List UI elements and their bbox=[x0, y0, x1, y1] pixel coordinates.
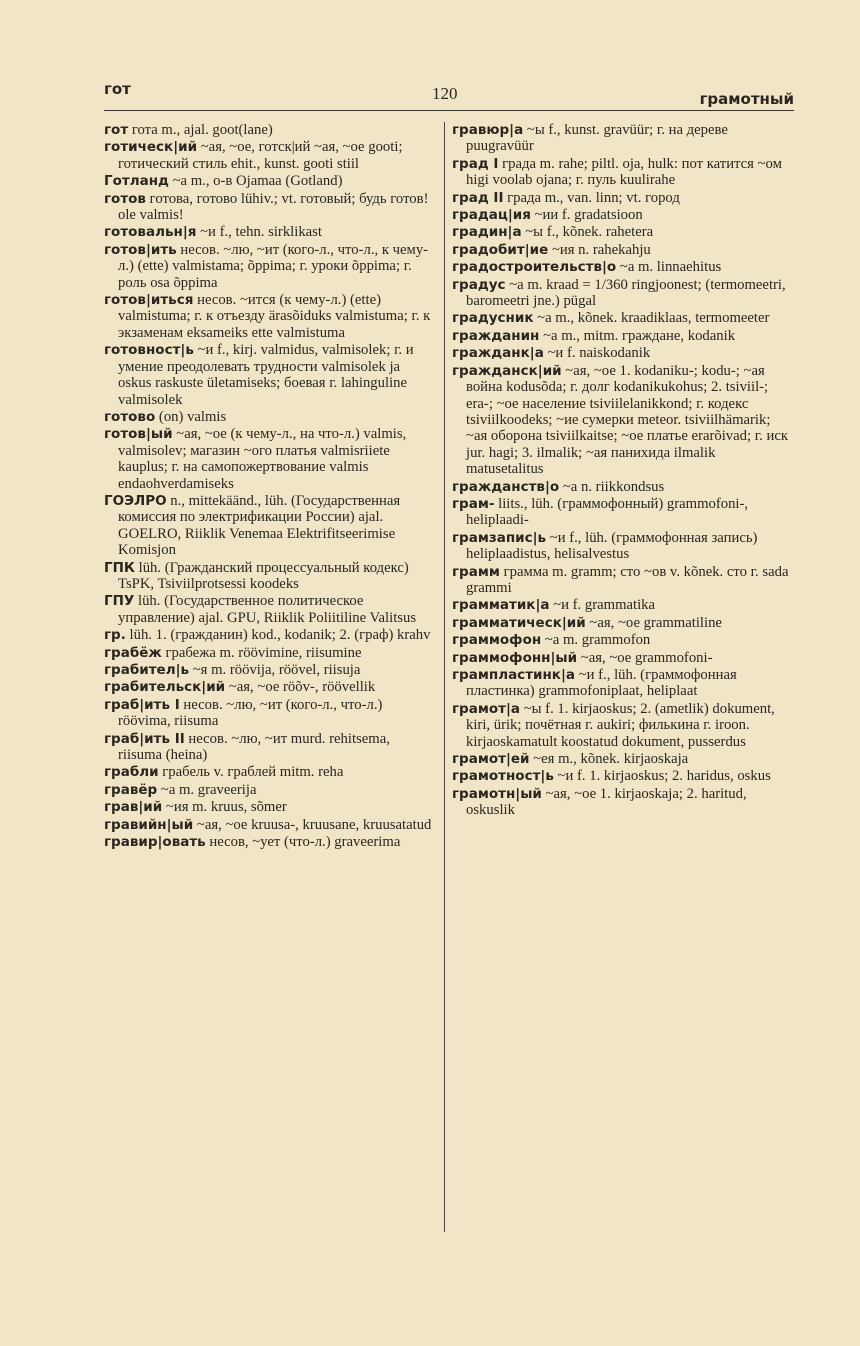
entry-definition: (on) valmis bbox=[155, 408, 227, 425]
entry-definition: ~а m. linnaehitus bbox=[616, 259, 722, 276]
entry-definition: грабежа m. röövimine, riisumine bbox=[161, 644, 362, 661]
entry-definition: града m., van. linn; vt. город bbox=[503, 189, 680, 206]
dictionary-entry bbox=[452, 224, 792, 240]
dictionary-entry bbox=[452, 259, 792, 275]
entry-definition: ~а m. kraad = 1/360 ringjoonest; (termomeetri, baromeetri jne.) pügal bbox=[466, 276, 786, 310]
dictionary-entry bbox=[104, 426, 436, 492]
entry-definition: грамма m. gramm; сто ~ов v. kõnek. сто г. sada grammi bbox=[466, 563, 789, 596]
entry-definition: lüh. (Гражданский процессуальный кодекс) TsPK, Tsiviilprotsessi koodeks bbox=[118, 559, 409, 592]
dictionary-entry bbox=[104, 224, 436, 240]
entry-definition: ~ии f. gradatsioon bbox=[530, 207, 643, 224]
column-divider bbox=[444, 122, 445, 1232]
entry-headword: граммофонн|ый bbox=[452, 649, 578, 666]
dictionary-entry bbox=[452, 530, 792, 563]
dictionary-entry bbox=[452, 615, 792, 631]
dictionary-entry bbox=[104, 679, 436, 695]
dictionary-entry bbox=[104, 560, 436, 593]
dictionary-entry bbox=[104, 697, 436, 730]
dictionary-entry bbox=[104, 191, 436, 224]
entry-definition: ~и f., tehn. sirklikast bbox=[196, 224, 322, 241]
dictionary-entry bbox=[452, 156, 792, 189]
entry-definition: lüh. (Государственное политическое управление) ajal. GPU, Riiklik Poliitiline Valitsus bbox=[118, 593, 417, 626]
entry-headword: грав|ий bbox=[104, 799, 163, 816]
entry-headword: ГОЭЛРО bbox=[104, 492, 167, 509]
entry-definition: ~и f. grammatika bbox=[549, 597, 656, 614]
entry-headword: грамот|ей bbox=[452, 751, 530, 768]
dictionary-entry bbox=[104, 764, 436, 780]
header-rule bbox=[104, 110, 794, 111]
dictionary-entry bbox=[104, 122, 436, 138]
entry-headword: гравёр bbox=[104, 781, 158, 798]
entry-definition: ~ы f., kõnek. rahetera bbox=[521, 224, 654, 241]
entry-definition: ~и f., kirj. valmidus, valmisolek; г. и умение преодолевать трудности valmisolek ja oskus raskuste ületamiseks; боевая г. lahinguline valmisolek bbox=[118, 342, 414, 408]
dictionary-entry bbox=[104, 292, 436, 341]
dictionary-entry bbox=[452, 751, 792, 767]
dictionary-entry bbox=[104, 782, 436, 798]
dictionary-entry bbox=[104, 662, 436, 678]
entry-headword: готовальн|я bbox=[104, 224, 197, 241]
entry-definition: ~а m., mitm. граждане, kodanik bbox=[539, 327, 736, 344]
dictionary-entry bbox=[104, 627, 436, 643]
entry-headword: грабительск|ий bbox=[104, 679, 226, 696]
entry-headword: готовност|ь bbox=[104, 342, 194, 359]
entry-definition: ~а m. graveerija bbox=[157, 781, 257, 798]
entry-headword: грабител|ь bbox=[104, 662, 190, 678]
entry-headword: граб|ить I bbox=[104, 696, 180, 713]
dictionary-entry bbox=[452, 277, 792, 310]
dictionary-entry bbox=[104, 817, 436, 833]
entry-definition: ~ая, ~ое (к чему-л., на что-л.) valmis, valmisolev; магазин ~ого платья valmisriiete kauplus; г. на самопожертвование valmis endaohverdamiseks bbox=[118, 426, 407, 492]
header-right-word: грамотный bbox=[699, 90, 794, 108]
entry-definition: несов. ~лю, ~ит murd. rehitsema, riisuma (heina) bbox=[118, 730, 390, 764]
dictionary-entry bbox=[452, 632, 792, 648]
entry-headword: градобит|ие bbox=[452, 241, 549, 258]
dictionary-entry bbox=[104, 731, 436, 764]
entry-headword: градус bbox=[452, 276, 506, 293]
entry-headword: грамотност|ь bbox=[452, 768, 554, 785]
entry-headword: гражданск|ий bbox=[452, 362, 562, 379]
entry-headword: ГПУ bbox=[104, 593, 135, 610]
dictionary-entry bbox=[104, 409, 436, 425]
entry-definition: несов. ~лю, ~ит (кого-л., что-л., к чему-л.) (ette) valmistama; õppima; г. уроки õppima; г. роль osa õppima bbox=[118, 241, 429, 291]
entry-definition: ~ия m. kruus, sõmer bbox=[162, 799, 287, 816]
entry-headword: гражданк|а bbox=[452, 345, 544, 362]
dictionary-entry bbox=[452, 667, 792, 700]
dictionary-entry bbox=[104, 645, 436, 661]
right-column bbox=[452, 122, 792, 820]
entry-definition: ~ая, ~ое, готск|ий ~ая, ~ое gooti; готический стиль ehit., kunst. gooti stiil bbox=[118, 139, 403, 172]
dictionary-entry bbox=[104, 799, 436, 815]
dictionary-entry bbox=[452, 479, 792, 495]
left-column bbox=[104, 122, 436, 851]
dictionary-entry bbox=[452, 768, 792, 784]
entry-headword: готово bbox=[104, 408, 156, 425]
dictionary-entry bbox=[452, 345, 792, 361]
entry-definition: n., mittekäänd., lüh. (Государственная комиссия по электрификации России) ajal. GOELRO, Riiklik Venemaa Elektrifitseerimise Komisjon bbox=[118, 492, 401, 559]
dictionary-entry bbox=[104, 173, 436, 189]
entry-headword: градусник bbox=[452, 310, 534, 327]
entry-headword: грампластинк|а bbox=[452, 667, 576, 683]
entry-headword: град II bbox=[452, 189, 504, 206]
dictionary-entry bbox=[104, 493, 436, 559]
entry-headword: град I bbox=[452, 155, 499, 172]
entry-headword: градостроительств|о bbox=[452, 259, 617, 276]
entry-definition: ~ея m., kõnek. kirjaoskaja bbox=[529, 751, 689, 768]
entry-headword: грамматическ|ий bbox=[452, 614, 586, 631]
entry-definition: ~ая, ~ое 1. kodaniku-; kodu-; ~ая война kodusõda; г. долг kodanikukohus; 2. tsiviil-; era-; ~ое население tsiviilelanikkond; г. кодекс tsiviilkoodeks; ~ие сумерки meteor. tsiviilhämarik; ~ая оборона tsiviilkaitse; ~ое платье erarõivad; г. иск jur. hagi; 3. ilmalik; ~ая панихида ilmalik matusetalitus bbox=[466, 362, 788, 478]
entry-headword: готов|ый bbox=[104, 426, 173, 443]
entry-headword: гот bbox=[104, 122, 129, 138]
dictionary-entry bbox=[452, 786, 792, 819]
entry-definition: ~ая, ~ое 1. kirjaoskaja; 2. haritud, oskuslik bbox=[466, 785, 747, 819]
entry-headword: готов bbox=[104, 190, 146, 207]
entry-headword: граб|ить II bbox=[104, 730, 185, 747]
entry-definition: несов, ~ует (что-л.) graveerima bbox=[205, 834, 401, 851]
dictionary-entry bbox=[452, 564, 792, 597]
header-left-word: гот bbox=[104, 80, 131, 98]
entry-headword: готов|ить bbox=[104, 241, 177, 258]
entry-headword: гражданств|о bbox=[452, 478, 560, 495]
dictionary-entry bbox=[104, 834, 436, 850]
entry-headword: граммофон bbox=[452, 632, 542, 649]
entry-headword: грамм bbox=[452, 563, 500, 580]
entry-definition: ~ая, ~ое grammofoni- bbox=[577, 649, 713, 666]
dictionary-entry bbox=[452, 650, 792, 666]
dictionary-entry bbox=[452, 122, 792, 155]
entry-headword: грабли bbox=[104, 764, 159, 781]
entry-headword: грамотн|ый bbox=[452, 785, 542, 802]
entry-headword: готов|иться bbox=[104, 292, 194, 309]
entry-definition: ~а m., о-в Ojamaa (Gotland) bbox=[168, 173, 343, 190]
dictionary-entry bbox=[452, 207, 792, 223]
entry-definition: ~и f. 1. kirjaoskus; 2. haridus, oskus bbox=[553, 768, 771, 785]
entry-definition: ~ая, ~ое grammatiline bbox=[585, 614, 722, 631]
dictionary-entry bbox=[452, 328, 792, 344]
entry-definition: града m. rahe; piltl. oja, hulk: пот катится ~ом higi voolab ojana; г. пуль kuulirahe bbox=[466, 155, 782, 189]
entry-definition: ~ая, ~ое röõv-, röövellik bbox=[225, 679, 376, 696]
dictionary-entry bbox=[104, 593, 436, 626]
entry-headword: грамот|а bbox=[452, 700, 521, 717]
dictionary-entry bbox=[452, 496, 792, 529]
dictionary-entry bbox=[452, 310, 792, 326]
entry-definition: ~и f., lüh. (граммофонная запись) heliplaadistus, helisalvestus bbox=[466, 529, 758, 563]
entry-headword: Готланд bbox=[104, 173, 169, 190]
dictionary-entry bbox=[452, 363, 792, 478]
entry-headword: грамматик|а bbox=[452, 597, 550, 614]
entry-definition: готова, готово lühiv.; vt. готовый; будь готов! ole valmis! bbox=[118, 190, 429, 224]
entry-definition: гота m., ajal. goot(lane) bbox=[128, 122, 273, 138]
entry-definition: ~и f. naiskodanik bbox=[543, 345, 651, 362]
entry-headword: грамзапис|ь bbox=[452, 529, 547, 546]
dictionary-entry bbox=[104, 242, 436, 291]
entry-definition: несов. ~ится (к чему-л.) (ette) valmistuma; г. к отъезду ärasõiduks valmistuma; г. к экзаменам eksameiks ette valmistuma bbox=[118, 292, 431, 341]
entry-headword: гражданин bbox=[452, 327, 540, 344]
entry-definition: грабель v. граблей mitm. reha bbox=[158, 764, 344, 781]
dictionary-entry bbox=[104, 342, 436, 408]
entry-definition: ~а m., kõnek. kraadiklaas, termomeeter bbox=[533, 310, 770, 327]
entry-headword: грам- bbox=[452, 495, 495, 512]
dictionary-entry bbox=[452, 597, 792, 613]
entry-headword: градин|а bbox=[452, 224, 522, 241]
entry-definition: ~я m. röövija, röövel, riisuja bbox=[189, 662, 361, 678]
entry-definition: ~а m. grammofon bbox=[541, 632, 651, 649]
entry-definition: ~ы f. 1. kirjaoskus; 2. (ametlik) dokument, kiri, ürik; почётная г. aukiri; филькина г. iroon. kirjaoskamatult koostatud dokument, pusserdus bbox=[466, 700, 775, 750]
entry-definition: ~ы f., kunst. gravüür; г. на дереве puugravüür bbox=[466, 122, 728, 155]
entry-definition: несов. ~лю, ~ит (кого-л., что-л.) röövima, riisuma bbox=[118, 696, 383, 730]
entry-headword: градац|ия bbox=[452, 207, 531, 224]
entry-headword: гравийн|ый bbox=[104, 816, 194, 833]
entry-definition: lüh. 1. (гражданин) kod., kodanik; 2. (граф) krahv bbox=[125, 627, 431, 644]
entry-headword: грабёж bbox=[104, 644, 162, 661]
entry-headword: ГПК bbox=[104, 559, 135, 576]
entry-headword: готическ|ий bbox=[104, 139, 198, 156]
entry-definition: liits., lüh. (граммофонный) grammofoni-, heliplaadi- bbox=[466, 495, 749, 529]
entry-definition: ~ая, ~ое kruusa-, kruusane, kruusatatud bbox=[193, 816, 432, 833]
dictionary-entry bbox=[452, 190, 792, 206]
entry-definition: ~а n. riikkondsus bbox=[559, 478, 665, 495]
page-number: 120 bbox=[432, 84, 458, 103]
entry-headword: гр. bbox=[104, 627, 126, 644]
dictionary-entry bbox=[452, 242, 792, 258]
dictionary-entry bbox=[452, 701, 792, 750]
entry-definition: ~ия n. rahekahju bbox=[548, 241, 651, 258]
entry-headword: гравир|овать bbox=[104, 834, 206, 851]
dictionary-entry bbox=[104, 139, 436, 172]
entry-headword: гравюр|а bbox=[452, 122, 524, 138]
entry-definition: ~и f., lüh. (граммофонная пластинка) grammofoniplaat, heliplaat bbox=[466, 667, 737, 700]
